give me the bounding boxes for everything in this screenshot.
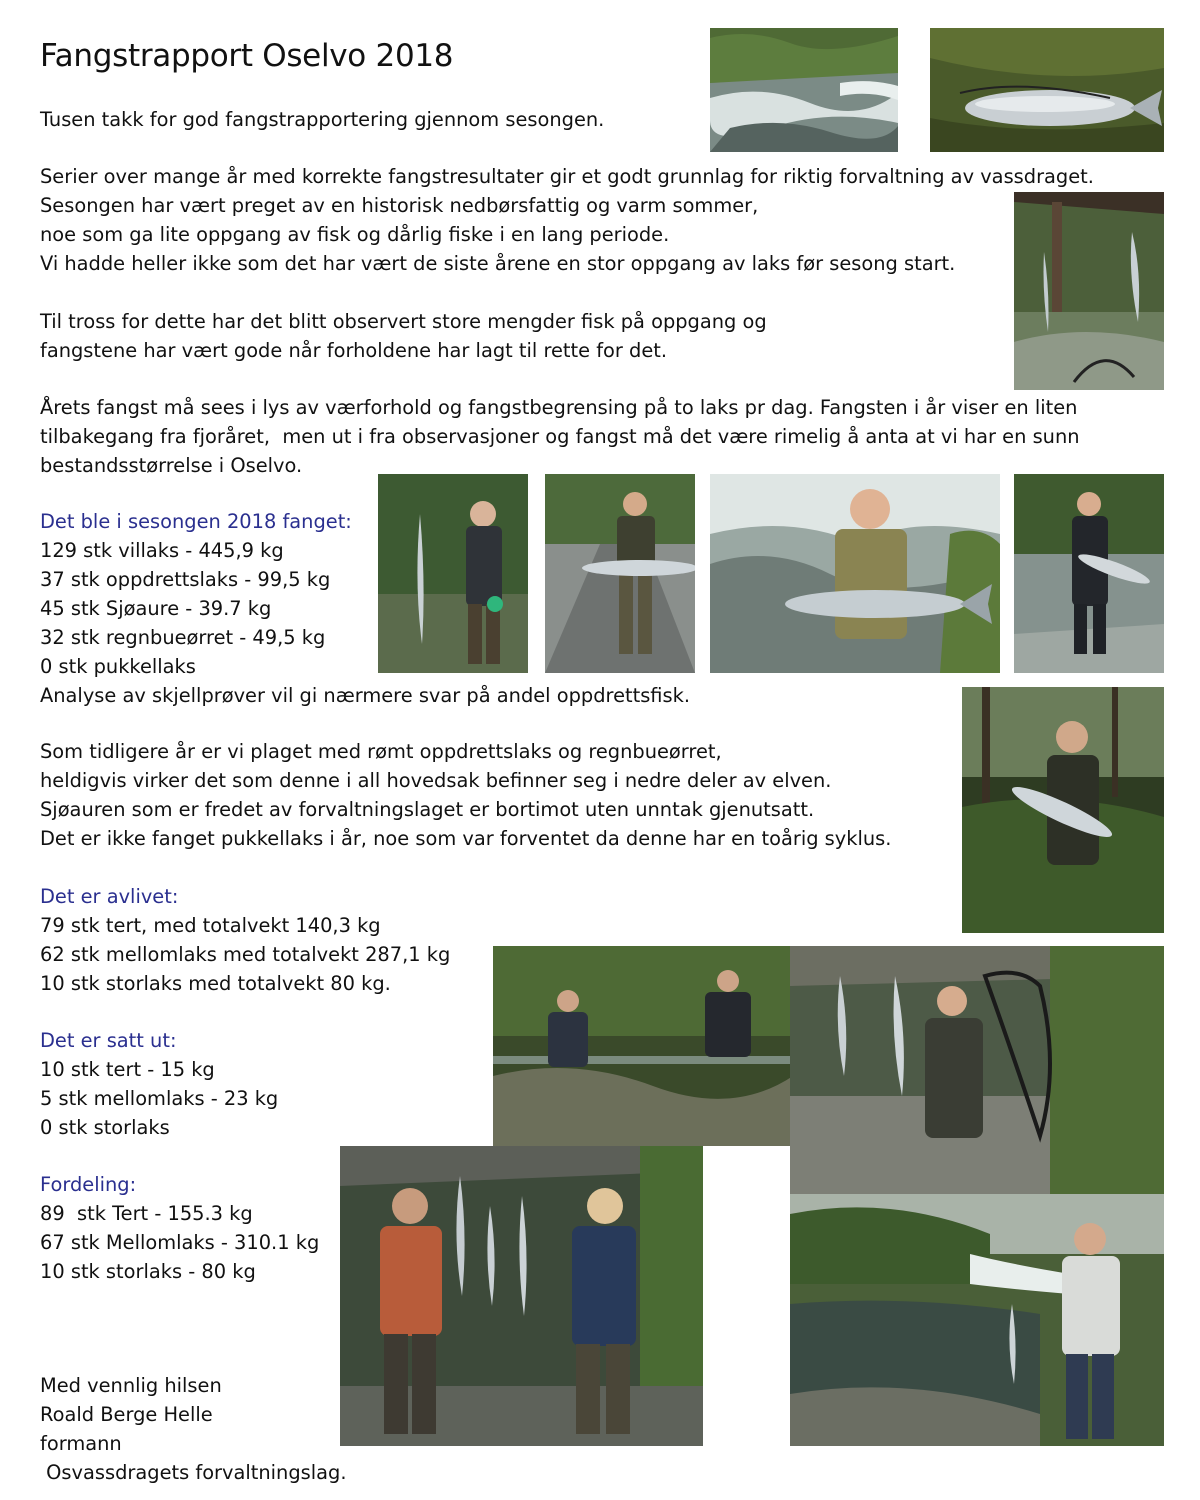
paragraph-line: Det er ikke fanget pukkellaks i år, noe som var forventet da denne har en toårig syklus. — [40, 827, 892, 850]
hanging-salmon-photo — [1014, 192, 1164, 390]
angler-photo-2 — [545, 474, 695, 673]
paragraph-line: noe som ga lite oppgang av fisk og dårlig fiske i en lang periode. — [40, 223, 670, 246]
paragraph-catch-summary — [40, 393, 1080, 480]
intro-line: Tusen takk for god fangstrapportering gjennom sesongen. — [40, 108, 605, 131]
paragraph-line: Årets fangst må sees i lys av værforhold og fangstbegrensing på to laks pr dag. Fangsten i år viser en liten — [40, 396, 1078, 419]
distribution-section — [40, 1170, 319, 1286]
angler-rapids-photo — [710, 474, 1000, 673]
catch-item: 32 stk regnbueørret - 49,5 kg — [40, 626, 326, 649]
angler-photo-3 — [1014, 474, 1164, 673]
catch-note: Analyse av skjellprøver vil gi nærmere svar på andel oppdrettsfisk. — [40, 684, 691, 707]
angler-photo-1 — [378, 474, 528, 673]
paragraph-line: Som tidligere år er vi plaget med rømt oppdrettslaks og regnbueørret, — [40, 740, 722, 763]
salmon-shed-photo — [790, 946, 1164, 1194]
paragraph-line: Vi hadde heller ikke som det har vært de siste årene en stor oppgang av laks før sesong start. — [40, 252, 956, 275]
angler-grass-photo — [962, 687, 1164, 933]
catch-item: 129 stk villaks - 445,9 kg — [40, 539, 284, 562]
released-section — [40, 1026, 278, 1142]
killed-heading: Det er avlivet: — [40, 885, 179, 908]
catch-item: 0 stk pukkellaks — [40, 655, 196, 678]
paragraph-line: tilbakegang fra fjoråret, men ut i fra observasjoner og fangst må det være rimelig å anta at vi har en sunn — [40, 425, 1080, 448]
paragraph-line: heldigvis virker det som denne i all hovedsak befinner seg i nedre deler av elven. — [40, 769, 832, 792]
signature — [40, 1371, 347, 1487]
paragraph-line: Serier over mange år med korrekte fangstresultater gir et godt grunnlag for riktig forvaltning av vassdraget. — [40, 165, 1094, 188]
released-item: 5 stk mellomlaks - 23 kg — [40, 1087, 279, 1110]
paragraph-escaped-fish — [40, 737, 891, 853]
distribution-item: 67 stk Mellomlaks - 310.1 kg — [40, 1231, 320, 1254]
distribution-heading: Fordeling: — [40, 1173, 137, 1196]
killed-section — [40, 882, 450, 998]
page-title: Fangstrapport Oselvo 2018 — [40, 38, 454, 74]
paragraph-line: Sesongen har vært preget av en historisk nedbørsfattig og varm sommer, — [40, 194, 759, 217]
catch-heading: Det ble i sesongen 2018 fanget: — [40, 510, 352, 533]
paragraph-line: Sjøauren som er fredet av forvaltningslaget er bortimot uten unntak gjenutsatt. — [40, 798, 815, 821]
two-anglers-rocks-photo — [493, 946, 793, 1146]
paragraph-line: fangstene har vært gode når forholdene har lagt til rette for det. — [40, 339, 668, 362]
angler-waterfall-photo — [790, 1194, 1164, 1446]
intro-text — [40, 105, 604, 134]
salmon-on-grass-photo — [930, 28, 1164, 152]
signature-line: formann — [40, 1432, 122, 1455]
paragraph-observations — [40, 307, 767, 365]
released-heading: Det er satt ut: — [40, 1029, 177, 1052]
distribution-item: 10 stk storlaks - 80 kg — [40, 1260, 256, 1283]
distribution-item: 89 stk Tert - 155.3 kg — [40, 1202, 253, 1225]
paragraph-line: Til tross for dette har det blitt observert store mengder fisk på oppgang og — [40, 310, 767, 333]
released-item: 10 stk tert - 15 kg — [40, 1058, 215, 1081]
catch-item: 45 stk Sjøaure - 39.7 kg — [40, 597, 272, 620]
two-anglers-shed-photo — [340, 1146, 703, 1446]
signature-line: Roald Berge Helle — [40, 1403, 213, 1426]
signature-line: Osvassdragets forvaltningslag. — [40, 1461, 347, 1484]
killed-item: 79 stk tert, med totalvekt 140,3 kg — [40, 914, 381, 937]
river-rapids-photo — [710, 28, 898, 152]
paragraph-line: bestandsstørrelse i Oselvo. — [40, 454, 303, 477]
released-item: 0 stk storlaks — [40, 1116, 170, 1139]
killed-item: 10 stk storlaks med totalvekt 80 kg. — [40, 972, 391, 995]
catch-item: 37 stk oppdrettslaks - 99,5 kg — [40, 568, 331, 591]
killed-item: 62 stk mellomlaks med totalvekt 287,1 kg — [40, 943, 451, 966]
paragraph-season — [40, 162, 1094, 278]
signature-line: Med vennlig hilsen — [40, 1374, 222, 1397]
